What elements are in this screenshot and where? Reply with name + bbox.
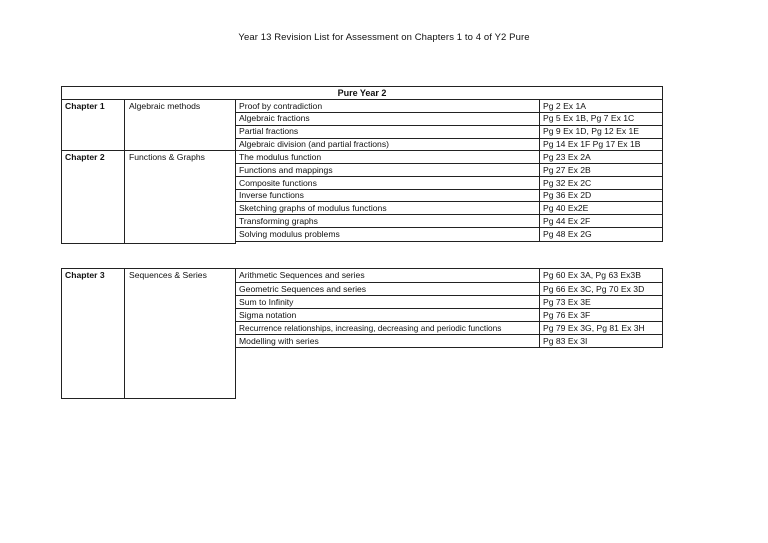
table-row-ref: Pg 36 Ex 2D [543, 190, 592, 200]
chapter-name: Functions & Graphs [129, 152, 205, 162]
table-row-topic: Solving modulus problems [239, 229, 340, 239]
table-row-ref: Pg 5 Ex 1B, Pg 7 Ex 1C [543, 113, 635, 123]
table-row-topic: Composite functions [239, 178, 317, 188]
table-row-topic: Sigma notation [239, 310, 297, 320]
table-row-ref: Pg 73 Ex 3E [543, 297, 591, 307]
table-row-ref: Pg 14 Ex 1F Pg 17 Ex 1B [543, 139, 641, 149]
table-row-topic: Algebraic division (and partial fractions) [239, 139, 389, 149]
chapter-label: Chapter 1 [65, 101, 105, 111]
table-row-topic: The modulus function [239, 152, 322, 162]
table-row-ref: Pg 23 Ex 2A [543, 152, 591, 162]
chapter-label: Chapter 2 [65, 152, 105, 162]
table-row-topic: Algebraic fractions [239, 113, 310, 123]
table-row-topic: Inverse functions [239, 190, 304, 200]
table-row-topic: Modelling with series [239, 336, 319, 346]
table-row-ref: Pg 66 Ex 3C, Pg 70 Ex 3D [543, 284, 645, 294]
chapter-column-block [61, 99, 236, 244]
page-title: Year 13 Revision List for Assessment on Chapters 1 to 4 of Y2 Pure [238, 32, 530, 43]
table-row-ref: Pg 48 Ex 2G [543, 229, 592, 239]
chapter-name: Sequences & Series [129, 270, 207, 280]
table-row-topic: Recurrence relationships, increasing, decreasing and periodic functions [239, 323, 502, 333]
table-row-ref: Pg 2 Ex 1A [543, 101, 586, 111]
table-row-ref: Pg 40 Ex2E [543, 203, 589, 213]
table-row-ref: Pg 44 Ex 2F [543, 216, 591, 226]
table-row-topic: Partial fractions [239, 126, 299, 136]
table-row-ref: Pg 9 Ex 1D, Pg 12 Ex 1E [543, 126, 640, 136]
table-row-topic: Functions and mappings [239, 165, 333, 175]
table-row-ref: Pg 79 Ex 3G, Pg 81 Ex 3H [543, 323, 645, 333]
table-row-topic: Proof by contradiction [239, 101, 323, 111]
table-row-topic: Transforming graphs [239, 216, 318, 226]
table-row-ref: Pg 60 Ex 3A, Pg 63 Ex3B [543, 270, 641, 280]
table-row-topic: Sum to Infinity [239, 297, 294, 307]
table-header: Pure Year 2 [337, 88, 387, 98]
chapter-label: Chapter 3 [65, 270, 105, 280]
table-row-topic: Arithmetic Sequences and series [239, 270, 365, 280]
chapter-3-block [61, 268, 236, 399]
table-row-topic: Sketching graphs of modulus functions [239, 203, 387, 213]
table-row-topic: Geometric Sequences and series [239, 284, 367, 294]
table-row-ref: Pg 76 Ex 3F [543, 310, 591, 320]
table-row-ref: Pg 27 Ex 2B [543, 165, 591, 175]
chapter-name: Algebraic methods [129, 101, 201, 111]
table-row-ref: Pg 32 Ex 2C [543, 178, 592, 188]
table-row-ref: Pg 83 Ex 3I [543, 336, 588, 346]
